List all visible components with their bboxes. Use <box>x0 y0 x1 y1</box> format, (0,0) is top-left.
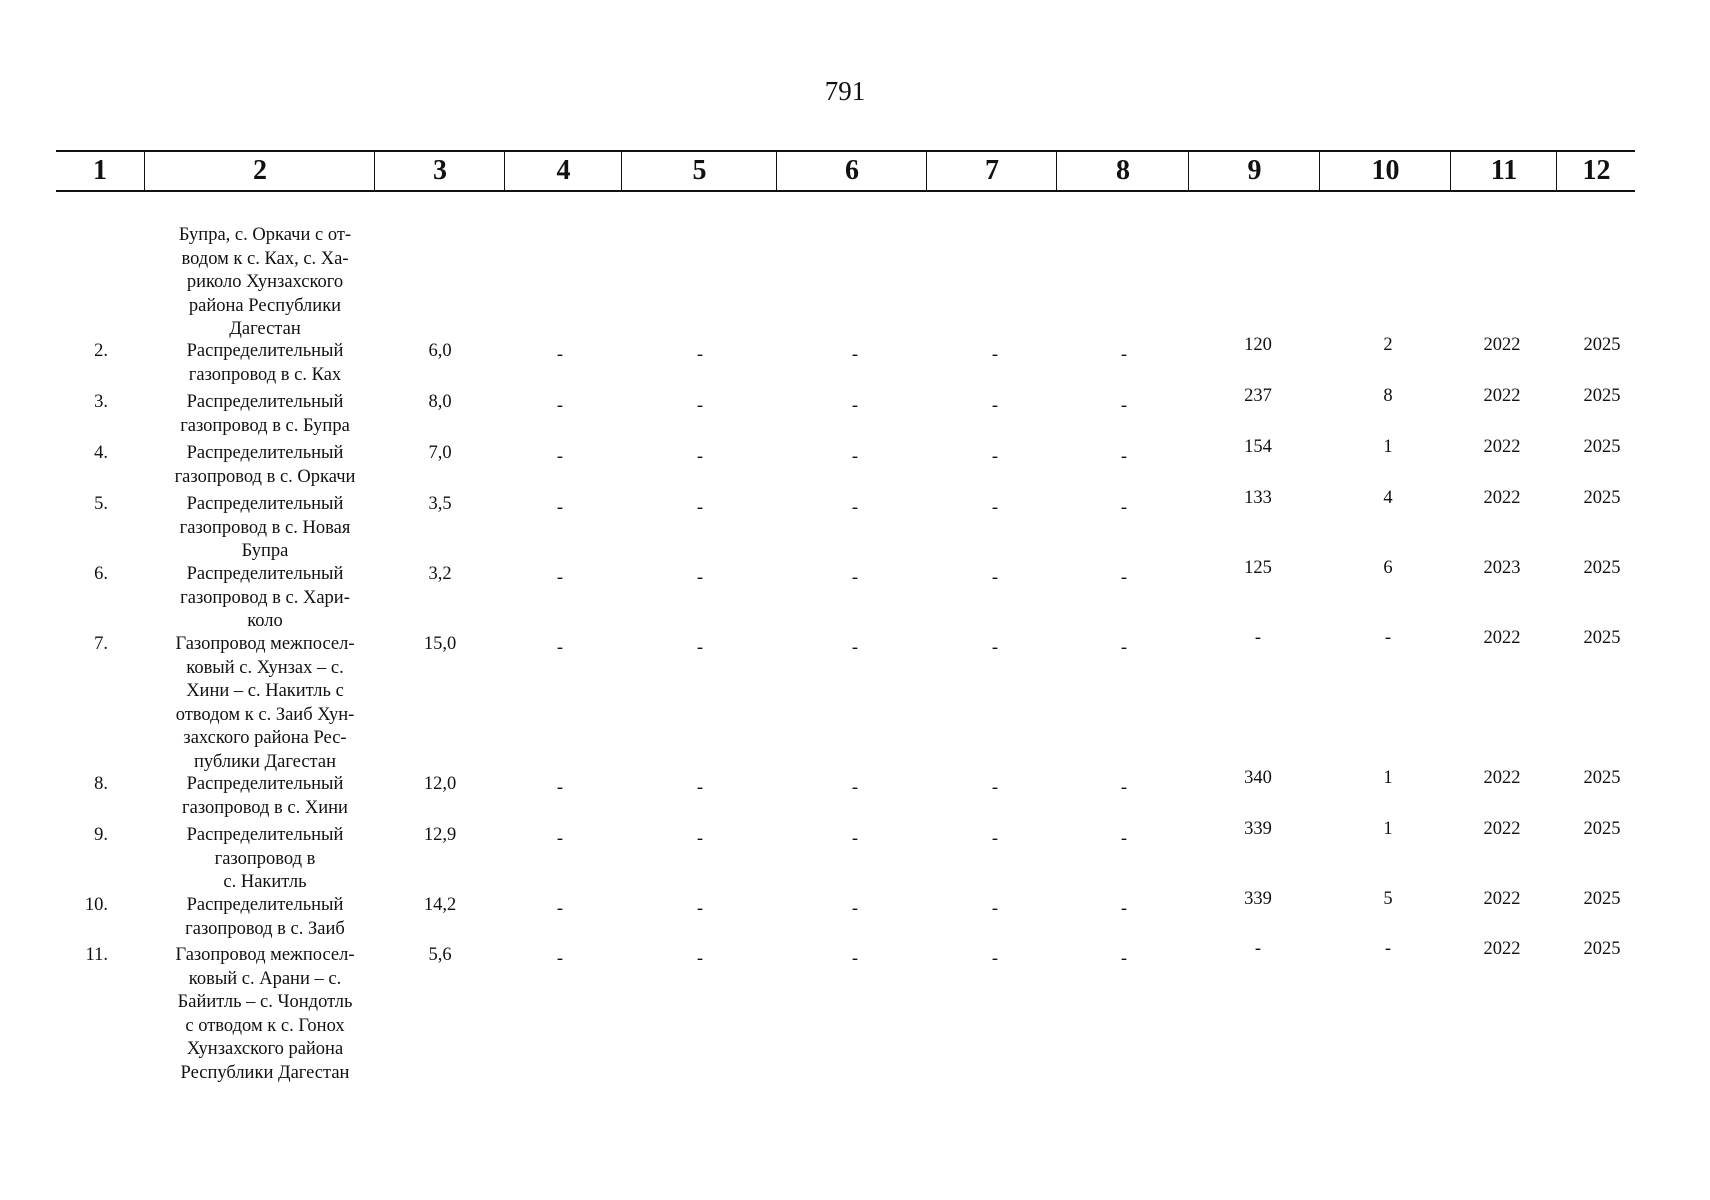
cell-c8: - <box>1120 345 1128 365</box>
column-header-8: 8 <box>1056 152 1189 190</box>
cell-c8: - <box>1120 568 1128 588</box>
cell-c11: 2022 <box>1483 768 1521 788</box>
cell-c3: 7,0 <box>428 443 452 463</box>
cell-c5: - <box>696 447 704 467</box>
cell-c8: - <box>1120 396 1128 416</box>
cell-c5: - <box>696 829 704 849</box>
row-name-line: газопровод в с. Ках <box>188 364 342 385</box>
row-name-line: захского района Рес- <box>183 728 347 748</box>
row-number: 9. <box>94 825 108 845</box>
row-name-line: газопровод в с. Новая <box>179 517 351 538</box>
cell-c9: 125 <box>1244 558 1272 578</box>
cell-c6: - <box>851 396 859 416</box>
cell-c7: - <box>991 949 999 969</box>
row-number: 5. <box>94 494 108 514</box>
cell-c3: 8,0 <box>428 392 452 412</box>
row-name-line: газопровод в <box>214 848 316 869</box>
cell-c12: 2025 <box>1583 819 1621 839</box>
row-name-line: Распределительный <box>186 392 344 412</box>
cell-c3: 12,9 <box>423 825 457 845</box>
cell-c8: - <box>1120 778 1128 798</box>
cell-c4: - <box>556 396 564 416</box>
cell-c11: 2022 <box>1483 488 1521 508</box>
cell-c11: 2022 <box>1483 939 1521 959</box>
cell-c8: - <box>1120 447 1128 467</box>
cell-c3: 12,0 <box>423 774 457 794</box>
cell-c5: - <box>696 778 704 798</box>
row-number: 7. <box>94 634 108 654</box>
cell-c4: - <box>556 778 564 798</box>
cell-c6: - <box>851 778 859 798</box>
cell-c7: - <box>991 778 999 798</box>
row-name-line: с. Накитль <box>223 872 307 892</box>
column-header-11: 11 <box>1450 152 1557 190</box>
row-number: 3. <box>94 392 108 412</box>
cell-c10: - <box>1384 628 1392 648</box>
cell-c8: - <box>1120 638 1128 658</box>
row-name-line: газопровод в с. Хини <box>182 797 348 818</box>
row-name-line: Байитль – с. Чондотль <box>177 992 353 1012</box>
cell-c11: 2023 <box>1483 558 1521 578</box>
cell-c3: 6,0 <box>428 341 452 361</box>
cell-c12: 2025 <box>1583 889 1621 909</box>
cell-c8: - <box>1120 829 1128 849</box>
cell-c11: 2022 <box>1483 386 1521 406</box>
row-name-line: Хини – с. Накитль с <box>186 681 344 701</box>
row-name-line: газопровод в с. Оркачи <box>174 466 356 487</box>
row-name-line: Газопровод межпосел- <box>175 634 355 654</box>
cell-c6: - <box>851 899 859 919</box>
cell-c6: - <box>851 447 859 467</box>
continuation-text-line: района Республики <box>188 295 342 316</box>
cell-c9: 339 <box>1244 889 1272 909</box>
row-number: 6. <box>94 564 108 584</box>
cell-c7: - <box>991 447 999 467</box>
column-header-2: 2 <box>144 152 375 190</box>
cell-c6: - <box>851 345 859 365</box>
row-name-line: отводом к с. Заиб Хун- <box>175 704 355 725</box>
row-name-line: публики Дагестан <box>194 751 336 772</box>
cell-c7: - <box>991 345 999 365</box>
page-number: 791 <box>824 76 866 106</box>
row-number: 8. <box>94 774 108 794</box>
cell-c5: - <box>696 638 704 658</box>
cell-c10: 1 <box>1383 437 1393 457</box>
cell-c11: 2022 <box>1483 889 1521 909</box>
cell-c12: 2025 <box>1583 939 1621 959</box>
row-name-line: ковый с. Хунзах – с. <box>186 657 344 678</box>
row-number: 4. <box>94 443 108 463</box>
cell-c10: - <box>1384 939 1392 959</box>
cell-c5: - <box>696 345 704 365</box>
cell-c7: - <box>991 396 999 416</box>
cell-c9: - <box>1254 939 1262 959</box>
cell-c4: - <box>556 949 564 969</box>
cell-c3: 15,0 <box>423 634 457 654</box>
continuation-text-line: риколо Хунзахского <box>186 272 344 292</box>
column-header-6: 6 <box>776 152 927 190</box>
cell-c6: - <box>851 829 859 849</box>
row-number: 10. <box>84 895 108 915</box>
cell-c6: - <box>851 638 859 658</box>
row-name-line: Распределительный <box>186 895 344 915</box>
cell-c7: - <box>991 498 999 518</box>
cell-c10: 6 <box>1383 558 1393 578</box>
column-header-3: 3 <box>374 152 505 190</box>
cell-c8: - <box>1120 498 1128 518</box>
cell-c3: 3,5 <box>428 494 452 514</box>
row-name-line: Газопровод межпосел- <box>175 945 355 965</box>
row-name-line: Распределительный <box>186 341 344 361</box>
row-name-line: газопровод в с. Бупра <box>180 415 350 436</box>
column-header-1: 1 <box>93 155 107 186</box>
cell-c9: 120 <box>1244 335 1272 355</box>
cell-c5: - <box>696 899 704 919</box>
continuation-text-line: Бупра, с. Оркачи с от- <box>178 225 352 245</box>
cell-c12: 2025 <box>1583 437 1621 457</box>
cell-c9: - <box>1254 628 1262 648</box>
row-name-line: коло <box>247 611 283 631</box>
continuation-text-line: Дагестан <box>229 319 301 339</box>
cell-c9: 133 <box>1244 488 1272 508</box>
cell-c5: - <box>696 949 704 969</box>
row-name-line: Бупра <box>241 541 289 561</box>
cell-c7: - <box>991 638 999 658</box>
cell-c12: 2025 <box>1583 386 1621 406</box>
cell-c10: 1 <box>1383 768 1393 788</box>
row-name-line: газопровод в с. Заиб <box>185 918 345 939</box>
cell-c3: 14,2 <box>423 895 457 915</box>
cell-c4: - <box>556 638 564 658</box>
column-header-5: 5 <box>621 152 777 190</box>
cell-c10: 1 <box>1383 819 1393 839</box>
row-name-line: Распределительный <box>186 564 344 584</box>
cell-c8: - <box>1120 899 1128 919</box>
cell-c9: 154 <box>1244 437 1272 457</box>
cell-c9: 339 <box>1244 819 1272 839</box>
cell-c10: 4 <box>1383 488 1393 508</box>
cell-c11: 2022 <box>1483 335 1521 355</box>
cell-c12: 2025 <box>1583 335 1621 355</box>
cell-c11: 2022 <box>1483 628 1521 648</box>
cell-c5: - <box>696 396 704 416</box>
cell-c10: 8 <box>1383 386 1393 406</box>
row-number: 2. <box>94 341 108 361</box>
row-name-line: Республики Дагестан <box>180 1062 350 1083</box>
cell-c4: - <box>556 899 564 919</box>
row-name-line: Распределительный <box>186 443 344 463</box>
cell-c4: - <box>556 568 564 588</box>
cell-c12: 2025 <box>1583 628 1621 648</box>
cell-c9: 237 <box>1244 386 1272 406</box>
row-name-line: с отводом к с. Гонох <box>185 1015 345 1036</box>
cell-c3: 5,6 <box>428 945 452 965</box>
column-header-12: 12 <box>1556 152 1636 190</box>
cell-c6: - <box>851 568 859 588</box>
row-name-line: Распределительный <box>186 774 344 794</box>
cell-c11: 2022 <box>1483 819 1521 839</box>
column-header-4: 4 <box>504 152 622 190</box>
cell-c7: - <box>991 829 999 849</box>
continuation-text-line: водом к с. Ках, с. Ха- <box>181 248 349 269</box>
cell-c4: - <box>556 447 564 467</box>
cell-c3: 3,2 <box>428 564 452 584</box>
cell-c7: - <box>991 899 999 919</box>
row-name-line: газопровод в с. Хари- <box>180 587 350 608</box>
column-header-10: 10 <box>1319 152 1451 190</box>
cell-c8: - <box>1120 949 1128 969</box>
cell-c10: 5 <box>1383 889 1393 909</box>
cell-c12: 2025 <box>1583 558 1621 578</box>
cell-c6: - <box>851 498 859 518</box>
cell-c4: - <box>556 498 564 518</box>
cell-c12: 2025 <box>1583 488 1621 508</box>
cell-c5: - <box>696 568 704 588</box>
row-name-line: Распределительный <box>186 494 344 514</box>
cell-c9: 340 <box>1244 768 1272 788</box>
cell-c4: - <box>556 829 564 849</box>
row-name-line: Хунзахского района <box>186 1039 344 1059</box>
cell-c5: - <box>696 498 704 518</box>
cell-c7: - <box>991 568 999 588</box>
cell-c10: 2 <box>1383 335 1393 355</box>
column-header-9: 9 <box>1188 152 1320 190</box>
row-number: 11. <box>85 945 108 965</box>
cell-c11: 2022 <box>1483 437 1521 457</box>
row-name-line: ковый с. Арани – с. <box>188 968 342 989</box>
row-name-line: Распределительный <box>186 825 344 845</box>
cell-c6: - <box>851 949 859 969</box>
cell-c4: - <box>556 345 564 365</box>
table-header <box>56 150 1635 192</box>
column-header-7: 7 <box>926 152 1057 190</box>
cell-c12: 2025 <box>1583 768 1621 788</box>
